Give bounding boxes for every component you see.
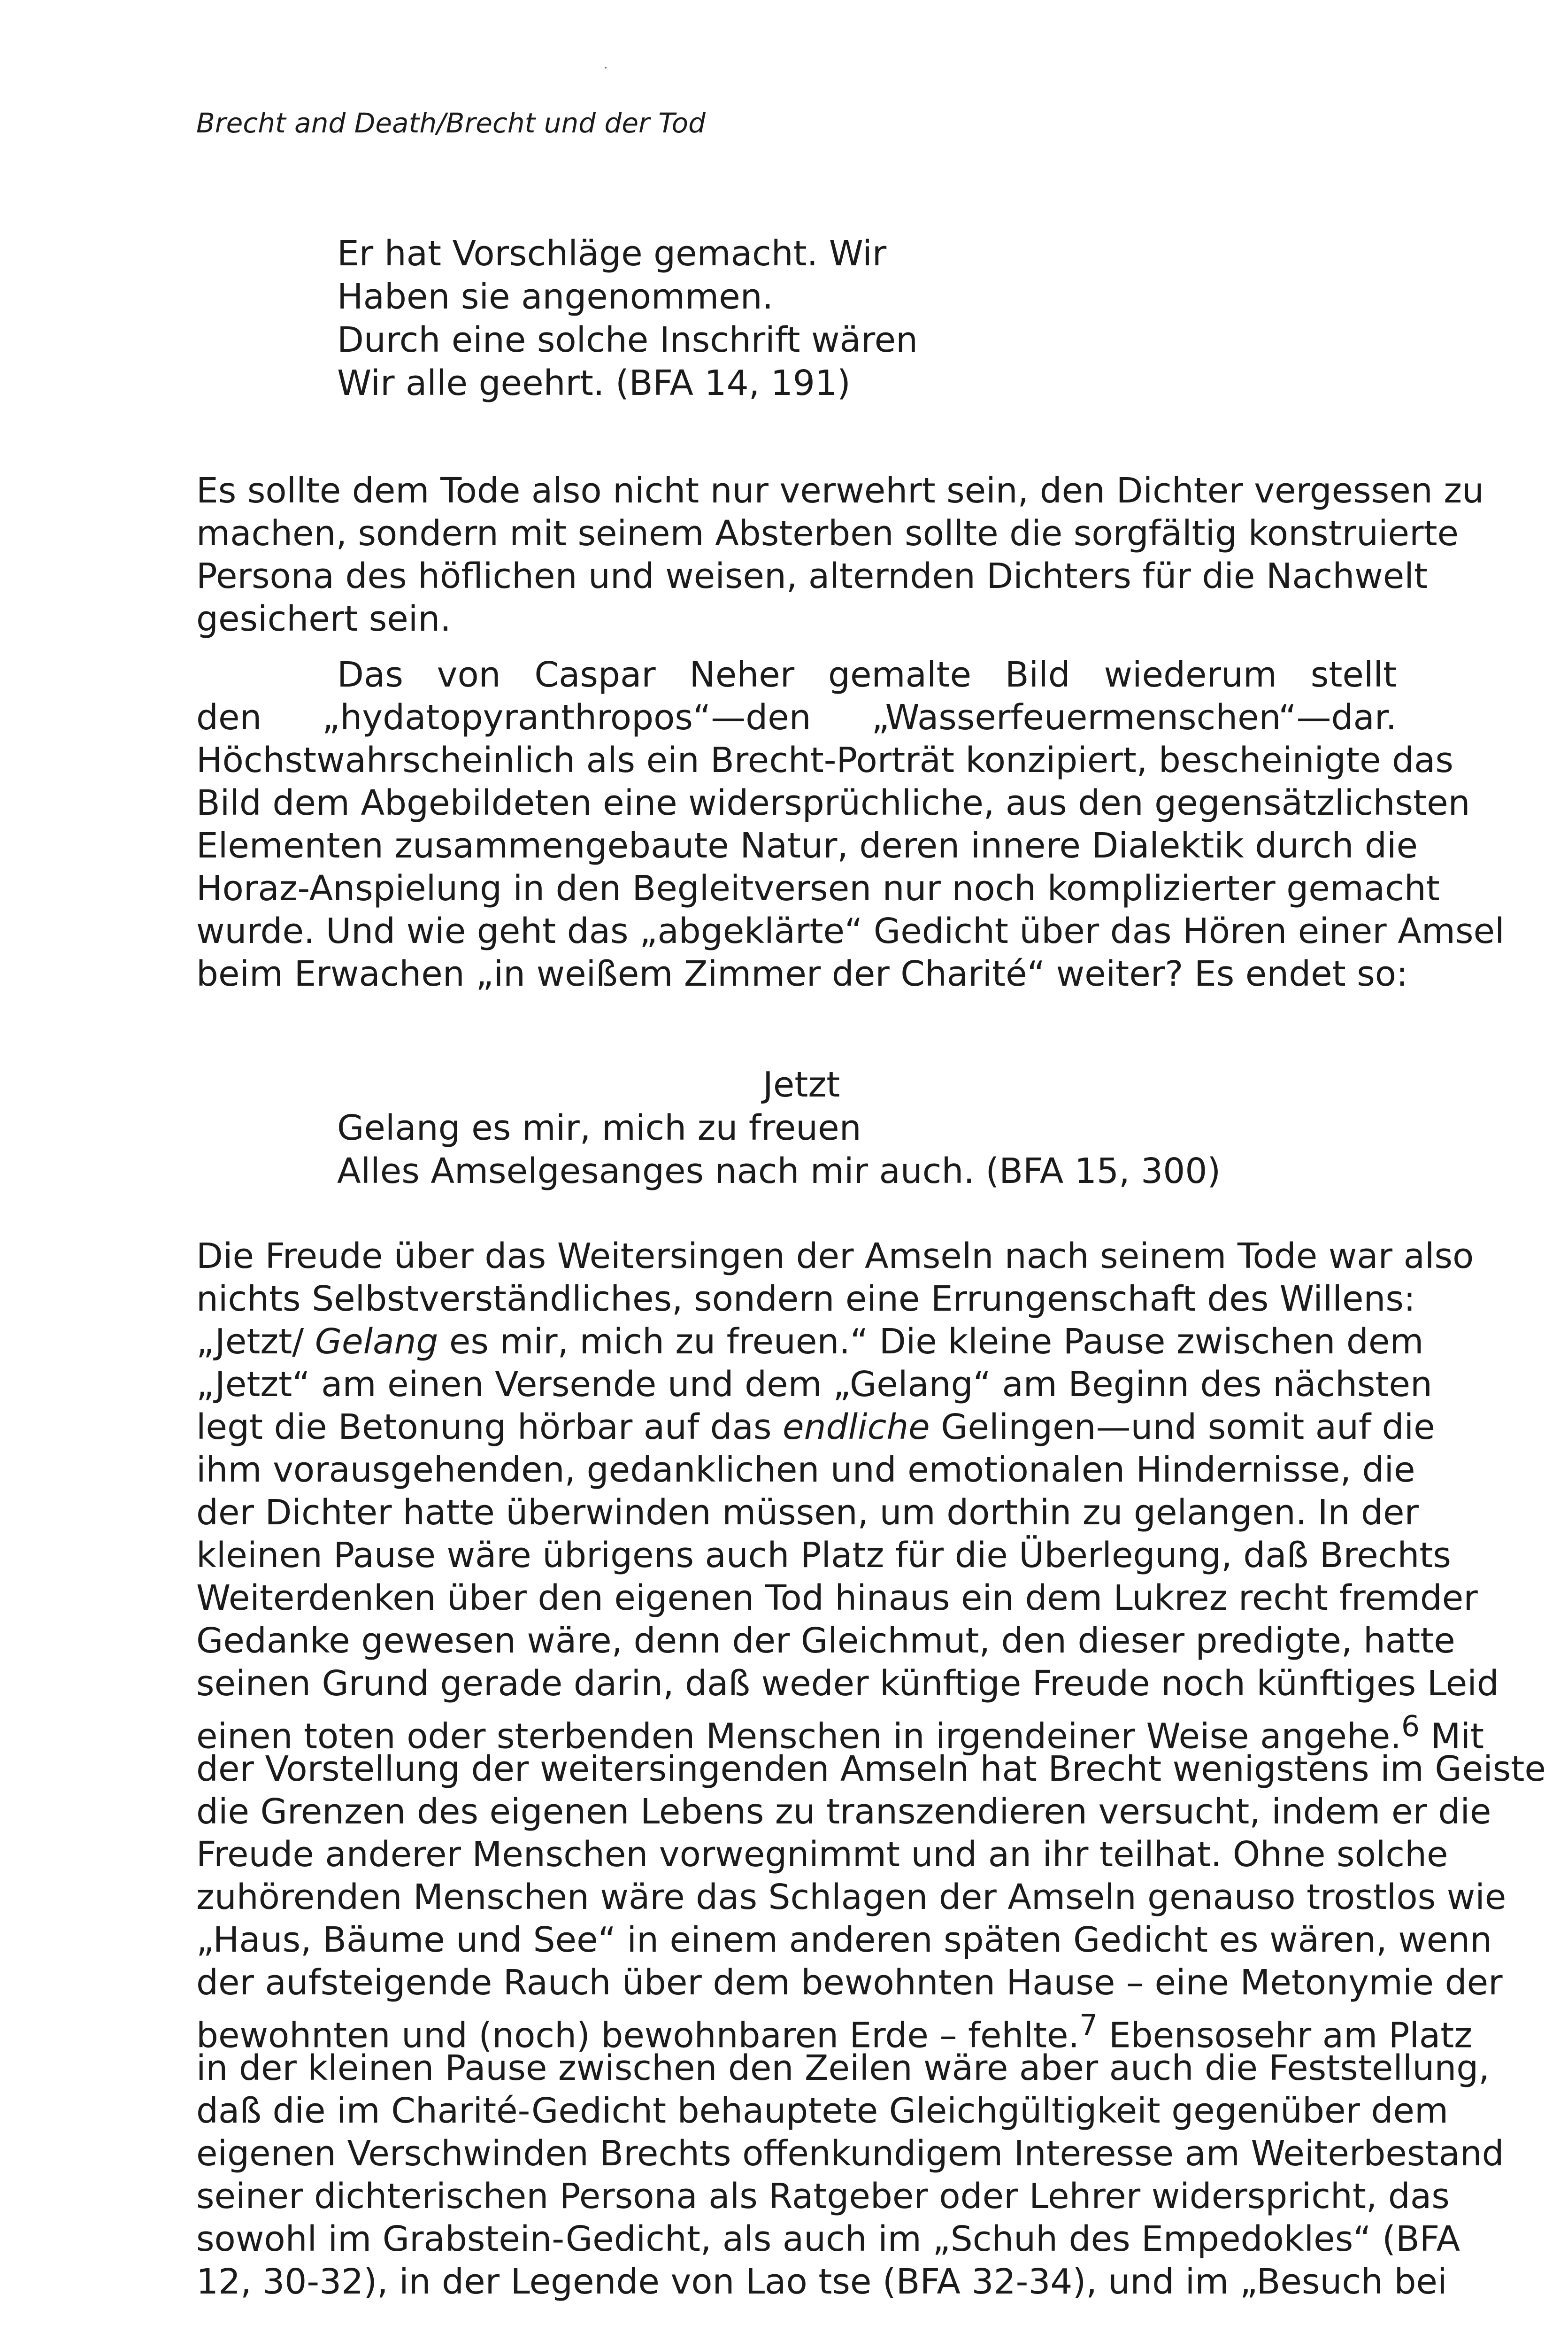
verse-line: Gelang es mir, mich zu freuen <box>337 1108 861 1148</box>
scan-speck <box>605 67 607 69</box>
text-line: Freude anderer Menschen vorwegnimmt und an ihr teilhat. Ohne solche <box>196 1834 1448 1875</box>
text-line: „Jetzt“ am einen Versende und dem „Gelang“ am Beginn des nächsten <box>196 1364 1432 1405</box>
text-line: sowohl im Grabstein-Gedicht, als auch im „Schuh des Empedokles“ (BFA <box>196 2219 1460 2259</box>
text-line: 12, 30-32), in der Legende von Lao tse (BFA 32-34), und im „Besuch bei <box>196 2262 1447 2302</box>
text-line: den „hydatopyranthropos“—den „Wasserfeuermenschen“—dar. <box>196 697 1397 738</box>
text-segment: es mir, mich zu freuen.“ Die kleine Pause zwischen dem <box>438 1321 1424 1362</box>
emphasis: Gelang <box>315 1321 438 1362</box>
text-line: Höchstwahrscheinlich als ein Brecht-Porträt konzipiert, bescheinigte das <box>196 740 1453 780</box>
paragraph-amsel-analysis <box>196 1235 1546 2303</box>
text-line: Horaz-Anspielung in den Begleitversen nur noch komplizierter gemacht <box>196 868 1440 909</box>
text-line: eigenen Verschwinden Brechts offenkundigem Interesse am Weiterbestand <box>196 2133 1504 2174</box>
text-line: gesichert sein. <box>196 599 451 639</box>
text-line: beim Erwachen „in weißem Zimmer der Charité“ weiter? Es endet so: <box>196 954 1408 994</box>
footnote-ref: 7 <box>1079 2008 1098 2042</box>
text-segment: legt die Betonung hörbar auf das <box>196 1407 783 1447</box>
verse-line: Durch eine solche Inschrift wären <box>337 320 918 360</box>
text-segment: Gelingen—und somit auf die <box>930 1407 1435 1447</box>
text-line: seiner dichterischen Persona als Ratgeber oder Lehrer widerspricht, das <box>196 2176 1450 2217</box>
text-line: daß die im Charité-Gedicht behauptete Gleichgültigkeit gegenüber dem <box>196 2091 1449 2131</box>
text-line: Weiterdenken über den eigenen Tod hinaus ein dem Lukrez recht fremder <box>196 1578 1478 1618</box>
text-line: die Grenzen des eigenen Lebens zu transzendieren versucht, indem er die <box>196 1792 1491 1832</box>
text-line: der Dichter hatte überwinden müssen, um dorthin zu gelangen. In der <box>196 1492 1419 1533</box>
emphasis: endliche <box>783 1407 930 1447</box>
text-segment: Ebensosehr am Platz <box>1098 2015 1473 2056</box>
text-line: „Haus, Bäume und See“ in einem anderen späten Gedicht es wären, wenn <box>196 1920 1492 1960</box>
text-segment: einen toten oder sterbenden Menschen in irgendeiner Weise angehe. <box>196 1716 1401 1757</box>
text-line: ihm vorausgehenden, gedanklichen und emotionalen Hindernisse, die <box>196 1450 1415 1490</box>
text-segment: Mit <box>1420 1716 1484 1757</box>
footnote-ref: 6 <box>1401 1709 1420 1743</box>
text-segment: bewohnten und (noch) bewohnbaren Erde – fehlte. <box>196 2015 1080 2056</box>
verse-line: Haben sie angenommen. <box>337 277 774 317</box>
paragraph-persona <box>196 470 1484 641</box>
text-line: zuhörenden Menschen wäre das Schlagen der Amseln genauso trostlos wie <box>196 1877 1507 1917</box>
text-line: Bild dem Abgebildeten eine widersprüchliche, aus den gegensätzlichsten <box>196 783 1470 823</box>
text-line: der Vorstellung der weitersingenden Amseln hat Brecht wenigstens im Geiste <box>196 1749 1546 1789</box>
text-line: Gedanke gewesen wäre, denn der Gleichmut, den dieser predigte, hatte <box>196 1621 1455 1661</box>
running-head: Brecht and Death/Brecht und der Tod <box>196 107 706 139</box>
text-line <box>196 1321 1424 1363</box>
text-line: der aufsteigende Rauch über dem bewohnten Hause – eine Metonymie der <box>196 1962 1503 2003</box>
text-line: kleinen Pause wäre übrigens auch Platz für die Überlegung, daß Brechts <box>196 1535 1451 1576</box>
text-line: nichts Selbstverständliches, sondern eine Errungenschaft des Willens: <box>196 1279 1415 1319</box>
text-line: seinen Grund gerade darin, daß weder künftige Freude noch künftiges Leid <box>196 1663 1499 1704</box>
text-line: in der kleinen Pause zwischen den Zeilen wäre aber auch die Feststellung, <box>196 2048 1490 2088</box>
text-line <box>196 1406 1435 1449</box>
text-line <box>196 1705 1484 1757</box>
verse-quote-epitaph <box>337 232 918 405</box>
verse-line: Jetzt <box>763 1065 840 1105</box>
text-line: wurde. Und wie geht das „abgeklärte“ Gedicht über das Hören einer Amsel <box>196 911 1505 951</box>
text-line: Die Freude über das Weitersingen der Amseln nach seinem Tode war also <box>196 1236 1474 1276</box>
verse-line: Er hat Vorschläge gemacht. Wir <box>337 233 887 274</box>
verse-quote-amsel <box>337 1063 1221 1193</box>
text-line: Es sollte dem Tode also nicht nur verwehrt sein, den Dichter vergessen zu <box>196 471 1484 511</box>
text-line: Elementen zusammengebaute Natur, deren innere Dialektik durch die <box>196 826 1418 866</box>
paragraph-neher-portrait <box>196 654 1505 996</box>
text-line: Das von Caspar Neher gemalte Bild wiederum stellt <box>337 655 1397 695</box>
text-line: machen, sondern mit seinem Absterben sollte die sorgfältig konstruierte <box>196 513 1459 554</box>
verse-line: Wir alle geehrt. (BFA 14, 191) <box>337 363 851 403</box>
text-line: Persona des höflichen und weisen, alternden Dichters für die Nachwelt <box>196 556 1428 596</box>
text-line <box>196 2004 1473 2056</box>
verse-line: Alles Amselgesanges nach mir auch. (BFA 15, 300) <box>337 1151 1221 1191</box>
text-segment: „Jetzt/ <box>196 1321 315 1362</box>
